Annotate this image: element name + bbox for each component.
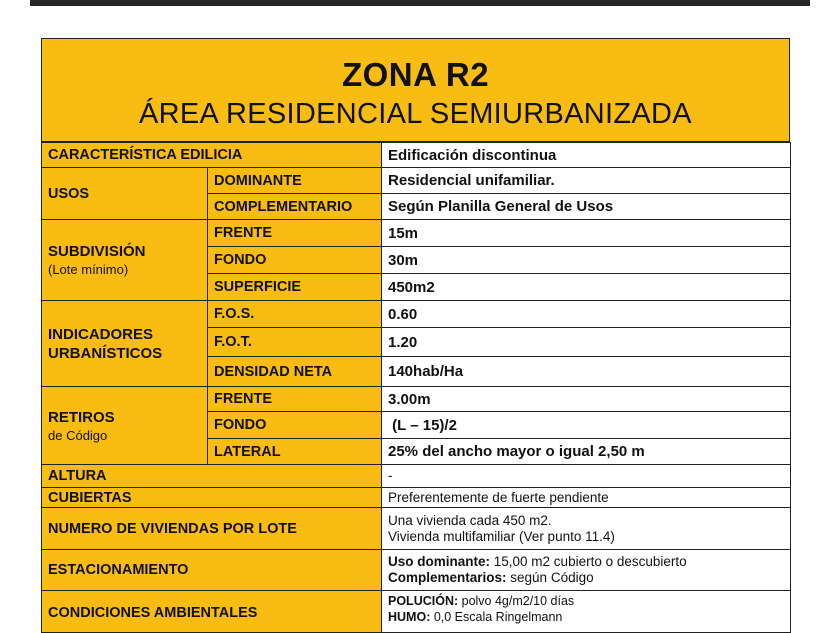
densidad-value: 140hab/Ha [382, 357, 791, 387]
indicadores-cell [42, 301, 208, 387]
subdivision-frente-value: 15m [382, 220, 791, 247]
table-row [42, 168, 791, 194]
table-row [42, 508, 791, 550]
condiciones-line2-val: 0,0 Escala Ringelmann [430, 610, 563, 624]
subdivision-fondo-value: 30m [382, 247, 791, 274]
zone-parameters-table [41, 142, 791, 633]
fos-label: F.O.S. [208, 301, 382, 328]
altura-value: - [382, 465, 791, 488]
estacionamiento-line1 [388, 554, 784, 570]
retiros-lateral-value: 25% del ancho mayor o igual 2,50 m [382, 439, 791, 465]
retiros-label: RETIROS [48, 408, 115, 426]
fot-value: 1.20 [382, 328, 791, 357]
subdivision-note: (Lote mínimo) [48, 262, 129, 277]
table-row [42, 387, 791, 412]
estacionamiento-line2-val: según Código [506, 570, 594, 585]
caracteristica-value: Edificación discontinua [382, 143, 791, 168]
retiros-frente-value: 3.00m [382, 387, 791, 412]
table-row [42, 550, 791, 591]
estacionamiento-line1-val: 15,00 m2 cubierto o descubierto [490, 554, 687, 569]
condiciones-line1 [388, 593, 784, 609]
cubiertas-value: Preferentemente de fuerte pendiente [382, 488, 791, 508]
usos-complementario-label: COMPLEMENTARIO [208, 194, 382, 220]
retiros-fondo-label: FONDO [208, 412, 382, 439]
retiros-note: de Código [48, 427, 108, 443]
table-row [42, 488, 791, 508]
zone-header [41, 38, 790, 142]
retiros-cell [42, 387, 208, 465]
altura-label: ALTURA [42, 465, 382, 488]
viviendas-line1: Una vivienda cada 450 m2. [388, 512, 552, 528]
estacionamiento-label: ESTACIONAMIENTO [42, 550, 382, 591]
condiciones-value [382, 591, 791, 633]
usos-complementario-value: Según Planilla General de Usos [382, 194, 791, 220]
estacionamiento-value [382, 550, 791, 591]
indicadores-label-line2: URBANÍSTICOS [48, 344, 163, 362]
subdivision-superficie-label: SUPERFICIE [208, 274, 382, 301]
condiciones-label: CONDICIONES AMBIENTALES [42, 591, 382, 633]
usos-dominante-value: Residencial unifamiliar. [382, 168, 791, 194]
estacionamiento-line1-key: Uso dominante: [388, 554, 491, 569]
subdivision-frente-label: FRENTE [208, 220, 382, 247]
cubiertas-label: CUBIERTAS [42, 488, 382, 508]
table-row [42, 591, 791, 633]
zone-title: ZONA R2 [341, 56, 490, 93]
subdivision-fondo-label: FONDO [208, 247, 382, 274]
subdivision-label: SUBDIVISIÓN [48, 243, 146, 260]
usos-label: USOS [42, 168, 208, 220]
table-row [42, 301, 791, 328]
estacionamiento-line2 [388, 570, 784, 586]
zone-sheet [41, 38, 790, 633]
caracteristica-label: CARACTERÍSTICA EDILICIA [42, 143, 382, 168]
zone-subtitle: ÁREA RESIDENCIAL SEMIURBANIZADA [139, 98, 692, 130]
indicadores-label-line1: INDICADORES [48, 325, 154, 343]
condiciones-line2-key: HUMO: [388, 610, 431, 624]
condiciones-line1-val: polvo 4g/m2/10 días [458, 594, 575, 608]
fot-label: F.O.T. [208, 328, 382, 357]
usos-dominante-label: DOMINANTE [208, 168, 382, 194]
table-row [42, 465, 791, 488]
estacionamiento-line2-key: Complementarios: [388, 570, 507, 585]
retiros-fondo-value: (L – 15)/2 [382, 412, 791, 439]
retiros-lateral-label: LATERAL [208, 439, 382, 465]
table-row [42, 143, 791, 168]
subdivision-cell [42, 220, 208, 301]
viviendas-label: NUMERO DE VIVIENDAS POR LOTE [42, 508, 382, 550]
fos-value: 0.60 [382, 301, 791, 328]
densidad-label: DENSIDAD NETA [208, 357, 382, 387]
viviendas-line2: Vivienda multifamiliar (Ver punto 11.4) [388, 528, 615, 544]
condiciones-line1-key: POLUCIÓN: [388, 594, 459, 608]
retiros-frente-label: FRENTE [208, 387, 382, 412]
table-row [42, 220, 791, 247]
top-border-line [30, 0, 810, 6]
viviendas-value [382, 508, 791, 550]
condiciones-line2 [388, 609, 784, 625]
subdivision-superficie-value: 450m2 [382, 274, 791, 301]
